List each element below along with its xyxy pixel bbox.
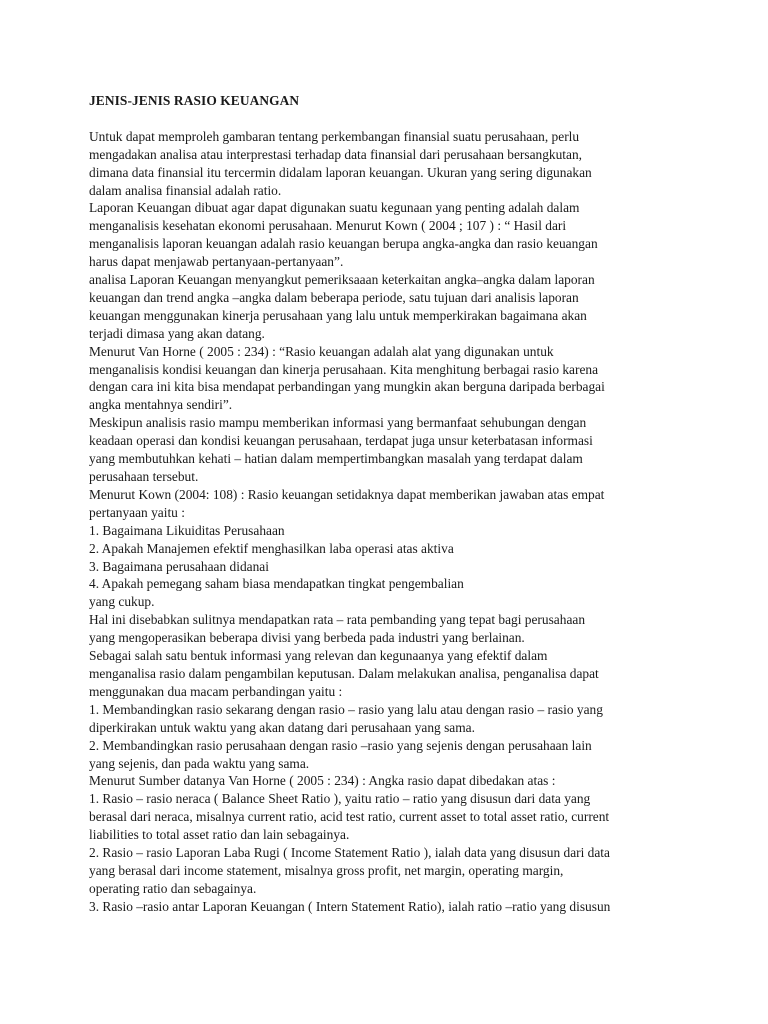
text-line: berasal dari neraca, misalnya current ratio, acid test ratio, current asset to total asset ratio, current	[89, 809, 610, 825]
text-line: dengan cara ini kita bisa mendapat perbandingan yang mungkin akan berguna daripada berbagai	[89, 379, 605, 395]
text-line: keuangan menggunakan kinerja perusahaan yang lalu untuk memperkirakan bagaimana akan	[89, 307, 587, 323]
text-line: keuangan dan trend angka –angka dalam beberapa periode, satu tujuan dari analisis laporan	[89, 289, 579, 305]
text-line: yang berasal dari income statement, misalnya gross profit, net margin, operating margin,	[89, 862, 564, 878]
paragraph	[89, 486, 689, 522]
text-line: 2. Membandingkan rasio perusahaan dengan rasio –rasio yang sejenis dengan perusahaan lain	[89, 737, 592, 753]
paragraph	[89, 522, 689, 540]
text-line: menganalisis kesehatan ekonomi perusahaan. Menurut Kown ( 2004 ; 107 ) : “ Hasil dari	[89, 218, 567, 234]
text-line: mengadakan analisa atau interprestasi terhadap data finansial dari perusahaan bersangkutan,	[89, 146, 583, 162]
text-line: menganalisa rasio dalam pengambilan keputusan. Dalam melakukan analisa, penganalisa dapat	[89, 665, 599, 681]
text-line: 2. Apakah Manajemen efektif menghasilkan laba operasi atas aktiva	[89, 540, 454, 556]
paragraph	[89, 772, 689, 790]
paragraph	[89, 611, 689, 647]
text-line: harus dapat menjawab pertanyaan-pertanyaan”.	[89, 254, 344, 270]
document-title: JENIS-JENIS RASIO KEUANGAN	[89, 93, 300, 108]
text-line: yang membutuhkan kehati – hatian dalam mempertimbangkan masalah yang terdapat dalam	[89, 451, 583, 467]
text-line: operating ratio dan sebagainya.	[89, 880, 257, 896]
text-line: yang sejenis, dan pada waktu yang sama.	[89, 755, 310, 771]
text-line: 3. Rasio –rasio antar Laporan Keuangan ( Intern Statement Ratio), ialah ratio –ratio yang disusun	[89, 898, 611, 914]
paragraph	[89, 647, 689, 701]
paragraph	[89, 558, 689, 576]
document-body	[89, 128, 689, 916]
text-line: terjadi dimasa yang akan datang.	[89, 325, 265, 341]
paragraph	[89, 898, 689, 916]
text-line: yang cukup.	[89, 594, 155, 610]
text-line: angka mentahnya sendiri”.	[89, 397, 233, 413]
paragraph	[89, 199, 689, 271]
paragraph	[89, 540, 689, 558]
text-line: Meskipun analisis rasio mampu memberikan informasi yang bermanfaat sehubungan dengan	[89, 415, 587, 431]
text-line: pertanyaan yaitu :	[89, 504, 185, 520]
text-line: menganalisis kondisi keuangan dan kinerja perusahaan. Kita menghitung berbagai rasio karena	[89, 361, 599, 377]
text-line: 3. Bagaimana perusahaan didanai	[89, 558, 269, 574]
text-line: perusahaan tersebut.	[89, 469, 199, 485]
text-line: dimana data finansial itu tercermin didalam laporan keuangan. Ukuran yang sering digunakan	[89, 164, 592, 180]
text-line: 4. Apakah pemegang saham biasa mendapatkan tingkat pengembalian	[89, 576, 464, 592]
text-line: menganalisis laporan keuangan adalah rasio keuangan berupa angka-angka dan rasio keuangan	[89, 236, 598, 252]
paragraph	[89, 737, 689, 773]
text-line: dalam analisa finansial adalah ratio.	[89, 182, 282, 198]
text-line: menggunakan dua macam perbandingan yaitu :	[89, 683, 343, 699]
text-line: Untuk dapat memproleh gambaran tentang perkembangan finansial suatu perusahaan, perlu	[89, 128, 580, 144]
paragraph	[89, 844, 689, 898]
text-line: keadaan operasi dan kondisi keuangan perusahaan, terdapat juga unsur keterbatasan informasi	[89, 433, 593, 449]
text-line: Hal ini disebabkan sulitnya mendapatkan rata – rata pembanding yang tepat bagi perusahaan	[89, 612, 586, 628]
paragraph	[89, 790, 689, 844]
document-page	[89, 92, 689, 916]
text-line: 1. Bagaimana Likuiditas Perusahaan	[89, 522, 285, 538]
text-line: 1. Rasio – rasio neraca ( Balance Sheet Ratio ), yaitu ratio – ratio yang disusun dari data yang	[89, 791, 591, 807]
text-line: 2. Rasio – rasio Laporan Laba Rugi ( Income Statement Ratio ), ialah data yang disusun dari data	[89, 845, 610, 861]
text-line: 1. Membandingkan rasio sekarang dengan rasio – rasio yang lalu atau dengan rasio – rasio yang	[89, 701, 603, 717]
text-line: diperkirakan untuk waktu yang akan datang dari perusahaan yang sama.	[89, 719, 475, 735]
text-line: Laporan Keuangan dibuat agar dapat digunakan suatu kegunaan yang penting adalah dalam	[89, 200, 580, 216]
text-line: yang mengoperasikan beberapa divisi yang berbeda pada industri yang berlainan.	[89, 630, 525, 646]
paragraph	[89, 343, 689, 415]
paragraph	[89, 414, 689, 486]
paragraph	[89, 701, 689, 737]
paragraph	[89, 128, 689, 200]
text-line: Menurut Kown (2004: 108) : Rasio keuangan setidaknya dapat memberikan jawaban atas empat	[89, 486, 605, 502]
paragraph	[89, 575, 689, 611]
text-line: Menurut Van Horne ( 2005 : 234) : “Rasio keuangan adalah alat yang digunakan untuk	[89, 343, 554, 359]
text-line: Sebagai salah satu bentuk informasi yang relevan dan kegunaanya yang efektif dalam	[89, 648, 548, 664]
text-line: liabilities to total asset ratio dan lain sebagainya.	[89, 827, 350, 843]
text-line: analisa Laporan Keuangan menyangkut pemeriksaaan keterkaitan angka–angka dalam laporan	[89, 272, 595, 288]
paragraph	[89, 271, 689, 343]
text-line: Menurut Sumber datanya Van Horne ( 2005 : 234) : Angka rasio dapat dibedakan atas :	[89, 773, 556, 789]
